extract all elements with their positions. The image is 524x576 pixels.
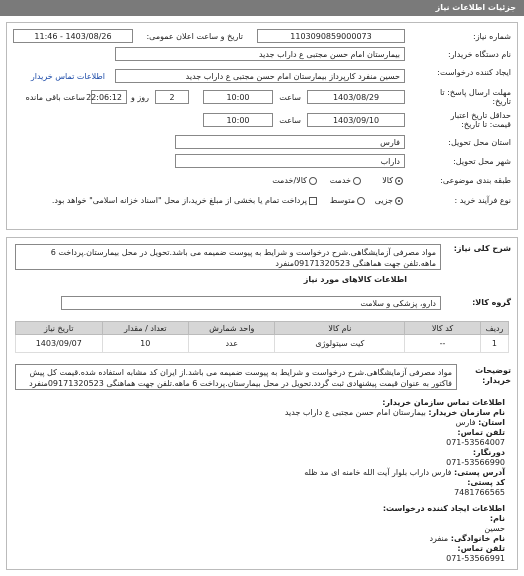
creator-first: حسین [484, 524, 505, 533]
col-code: کد کالا [405, 322, 481, 335]
need-number-label: شماره نیاز: [473, 32, 511, 41]
org-address: فارس داراب بلوار آیت الله خامنه ای مد ظله [304, 468, 452, 477]
page-title: جزئیات اطلاعات نیاز [435, 3, 516, 12]
cat-both-label: کالا/خدمت [272, 176, 307, 185]
goods-group-label: گروه کالا: [472, 298, 511, 307]
org-name: بیمارستان امام حسن مجتبی ع داراب جدید [284, 408, 426, 417]
org-phone: 071-53564007 [446, 438, 505, 447]
creator-contact-block [383, 504, 505, 564]
org-contact-block [285, 398, 505, 498]
org-fax: 071-53566990 [446, 458, 505, 467]
radio-selected-icon[interactable] [395, 197, 403, 205]
org-address-label: آدرس پستی: [454, 468, 505, 477]
buyer-notes-box: مواد مصرفی آزمایشگاهی.شرح درخواست و شرایط به پیوست ضمیمه می باشد.از ایران کد مشابه استفاده شده.قیمت کل پیش فاکتور به عنوان قیمت پیشنهادی ثبت گردد.تحویل در محل بیمارستان.پرداخت 6 ماهه.تلفن جهت هماهنگی 09171320523منفرد [15, 364, 457, 390]
org-phone-label: تلفن تماس: [457, 428, 505, 437]
need-number-field: 1103090859000073 [257, 29, 405, 43]
org-contact-title: اطلاعات تماس سازمان خریدار: [382, 398, 505, 407]
cell-row: 1 [480, 335, 508, 353]
org-postal: 7481766565 [454, 488, 505, 497]
row-buyer [7, 47, 519, 63]
days-label: روز و [131, 93, 149, 102]
org-fax-label: دورنگار: [472, 448, 505, 457]
cat-goods-label: کالا [382, 176, 393, 185]
col-unit: واحد شمارش [189, 322, 275, 335]
time-remaining-field: 22:06:12 [91, 90, 127, 104]
col-row: ردیف [480, 322, 508, 335]
goods-group-field: دارو، پزشکی و سلامت [61, 296, 441, 310]
org-postal-label: کد پستی: [467, 478, 505, 487]
details-section [6, 237, 518, 570]
validity-time-field: 10:00 [203, 113, 273, 127]
cat-goods-option[interactable] [382, 176, 405, 185]
city-label: شهر محل تحویل: [453, 157, 511, 166]
proc-medium-label: متوسط [329, 196, 355, 205]
buyer-field: بیمارستان امام حسن مجتبی ع داراب جدید [115, 47, 405, 61]
cell-qty: 10 [102, 335, 188, 353]
proc-medium-option[interactable] [330, 196, 367, 205]
cat-both-option[interactable] [272, 176, 319, 185]
row-requester [7, 69, 519, 85]
creator-phone-label: تلفن تماس: [457, 544, 505, 553]
org-province-label: استان: [478, 418, 505, 427]
page-header [0, 0, 524, 16]
creator-last-label: نام خانوادگی: [450, 534, 505, 543]
cat-service-label: خدمت [329, 176, 351, 185]
description-label: شرح کلی نیاز: [453, 244, 511, 253]
announce-field: 1403/08/26 - 11:46 [13, 29, 133, 43]
requester-label: ایجاد کننده درخواست: [437, 68, 511, 77]
table-row[interactable] [16, 335, 509, 353]
col-qty: تعداد / مقدار [102, 322, 188, 335]
checkbox-icon[interactable] [309, 197, 317, 205]
deadline-date-field: 1403/08/29 [307, 90, 405, 104]
row-process [7, 193, 519, 209]
row-validity [7, 113, 519, 129]
cell-code: -- [405, 335, 481, 353]
requester-field: حسین منفرد کارپرداز بیمارستان امام حسن مجتبی ع داراب جدید [115, 69, 405, 83]
payment-note: پرداخت تمام یا بخشی از مبلغ خرید،از محل "اسناد خزانه اسلامی" خواهد بود. [51, 196, 307, 205]
creator-first-label: نام: [489, 514, 505, 523]
category-label: طبقه بندی موضوعی: [440, 176, 511, 185]
validity-date-field: 1403/09/10 [307, 113, 405, 127]
row-category [7, 173, 519, 189]
org-name-label: نام سازمان خریدار: [428, 408, 505, 417]
city-field: داراب [175, 154, 405, 168]
payment-option[interactable] [52, 196, 319, 205]
cell-unit: عدد [189, 335, 275, 353]
validity-time-label: ساعت [279, 116, 301, 125]
buyer-notes-label: توضیحات خریدار: [475, 366, 511, 385]
radio-selected-icon[interactable] [395, 177, 403, 185]
radio-icon[interactable] [357, 197, 365, 205]
org-province: فارس [455, 418, 476, 427]
validity-label: حداقل تاریخ اعتبار قیمت: تا تاریخ: [450, 111, 511, 129]
radio-icon[interactable] [353, 177, 361, 185]
deadline-label: مهلت ارسال پاسخ: تا تاریخ: [439, 88, 511, 106]
cat-service-option[interactable] [330, 176, 363, 185]
announce-label: تاریخ و ساعت اعلان عمومی: [146, 32, 243, 41]
table-header-row [16, 322, 509, 335]
proc-minor-label: جزیی [374, 196, 393, 205]
deadline-time-field: 10:00 [203, 90, 273, 104]
creator-last: منفرد [429, 534, 449, 543]
days-remaining-field: 2 [155, 90, 189, 104]
deadline-time-label: ساعت [279, 93, 301, 102]
goods-section-title: اطلاعات کالاهای مورد نیاز [303, 275, 407, 284]
row-need-number [7, 29, 519, 45]
description-box: مواد مصرفی آزمایشگاهی.شرح درخواست و شرایط به پیوست ضمیمه می باشد.تحویل در محل بیمارستان.پرداخت 6 ماهه.تلفن جهت هماهنگی 09171320523منفرد [15, 244, 441, 270]
proc-minor-option[interactable] [375, 196, 405, 205]
col-date: تاریخ نیاز [16, 322, 103, 335]
cell-date: 1403/09/07 [16, 335, 103, 353]
col-name: نام کالا [275, 322, 405, 335]
row-deadline [7, 90, 519, 106]
province-label: استان محل تحویل: [448, 138, 511, 147]
goods-table [15, 321, 509, 353]
radio-icon[interactable] [309, 177, 317, 185]
creator-contact-title: اطلاعات ایجاد کننده درخواست: [382, 504, 505, 513]
cell-name: کیت سیتولوژی [275, 335, 405, 353]
need-details-form [6, 22, 518, 230]
buyer-contact-link[interactable]: اطلاعات تماس خریدار [30, 72, 105, 81]
process-label: نوع فرآیند خرید : [454, 196, 511, 205]
creator-phone: 071-53566991 [446, 554, 505, 563]
province-field: فارس [175, 135, 405, 149]
row-province [7, 135, 519, 151]
buyer-label: نام دستگاه خریدار: [448, 50, 511, 59]
row-city [7, 154, 519, 170]
time-remaining-label: ساعت باقی مانده [25, 93, 85, 102]
